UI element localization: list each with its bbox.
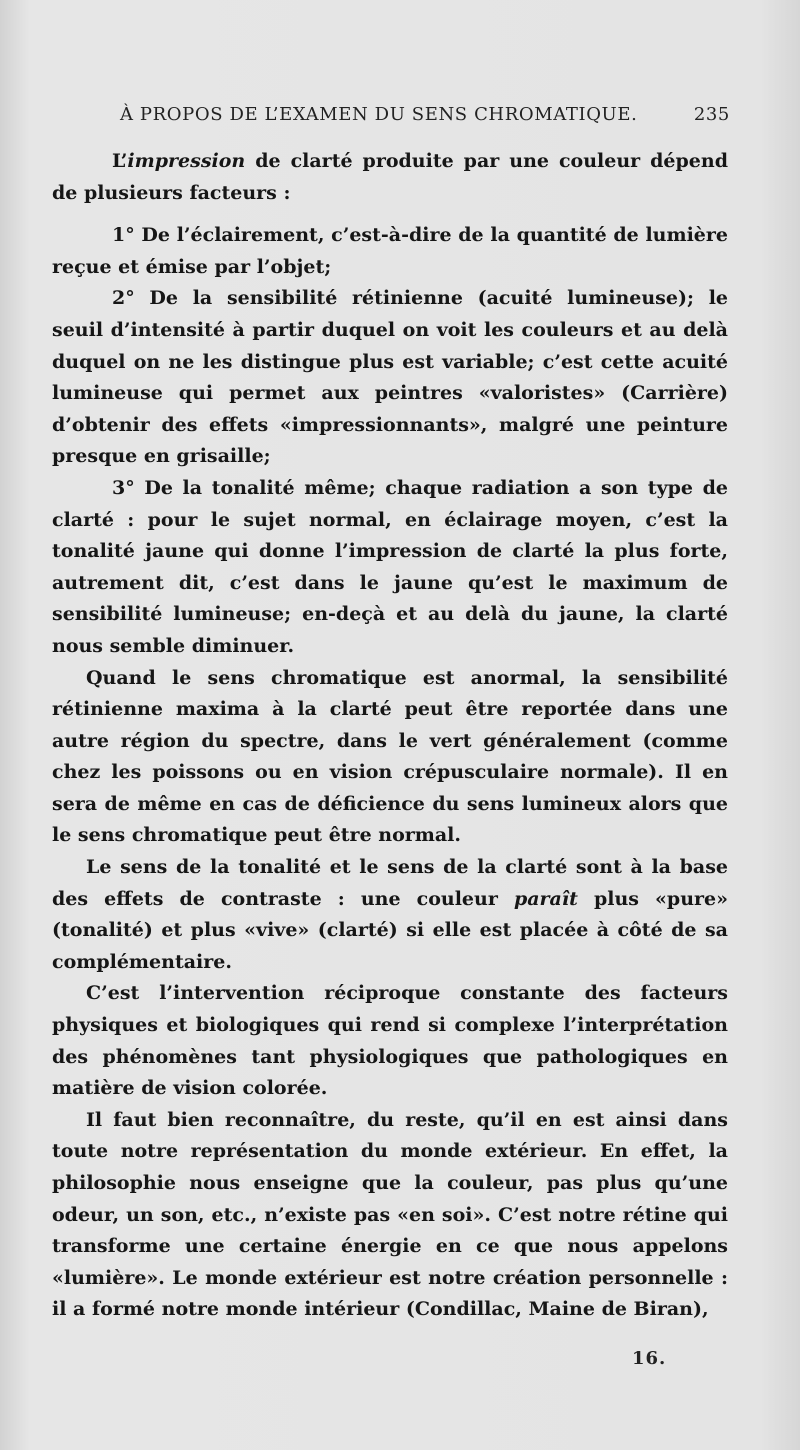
text-run: Quand le sens chromatique est anormal, la sensibilité rétinienne maxima à la clarté peut être reportée dans une autre région du spectre, dans le vert généralement (comme chez les poissons ou en vision crépusculaire normale). Il en sera de même en cas de déficience du sens lumineux alors que le sens chromatique peut être normal. bbox=[52, 666, 728, 847]
paragraph-representation bbox=[52, 1105, 728, 1326]
text-run: 2° De la sensibilité rétinienne (acuité lumineuse); le seuil d’intensité à partir duquel on voit les couleurs et au delà duquel on ne les distingue plus est variable; c’est cette acuité lumineuse qui permet aux peintres «valoristes» (Carrière) d’obtenir des effets «impressionnants», malgré une peinture presque en grisaille; bbox=[52, 287, 728, 468]
paragraph-factor-2 bbox=[52, 283, 728, 473]
text-run: L’ bbox=[112, 150, 128, 172]
body-text bbox=[52, 146, 728, 1326]
running-header bbox=[120, 104, 730, 125]
text-run: Le sens de la tonalité et le sens de la clarté sont à la base des effets de contraste : une couleur bbox=[52, 856, 728, 910]
paragraph-anormal bbox=[52, 663, 728, 853]
text-run: Il faut bien reconnaître, du reste, qu’il en est ainsi dans toute notre représentation du monde extérieur. En effet, la philosophie nous enseigne que la couleur, pas plus qu’une odeur, un son, etc., n’existe pas «en soi». C’est notre rétine qui transforme une certaine énergie en ce que nous appelons «lumière». Le monde extérieur est notre création personnelle : il a formé notre monde intérieur (Condillac, Maine de Biran), bbox=[52, 1108, 728, 1321]
paragraph-intervention bbox=[52, 978, 728, 1104]
text-run: plus «pure» (tonalité) et plus «vive» (clarté) si elle est placée à côté de sa complémentaire. bbox=[52, 887, 728, 973]
text-run: de clarté produite par une couleur dépend de plusieurs facteurs : bbox=[52, 150, 728, 204]
paragraph-impression bbox=[52, 146, 728, 209]
italic-run: impression bbox=[127, 150, 246, 172]
text-run: 3° De la tonalité même; chaque radiation a son type de clarté : pour le sujet normal, en éclairage moyen, c’est la tonalité jaune qui donne l’impression de clarté la plus forte, autrement dit, c’est dans le jaune qu’est le maximum de sensibilité lumineuse; en-deçà et au delà du jaune, la clarté nous semble diminuer. bbox=[52, 476, 728, 657]
paragraph-contraste bbox=[52, 852, 728, 978]
paragraph-factor-1 bbox=[52, 220, 728, 283]
text-run: 1° De l’éclairement, c’est-à-dire de la quantité de lumière reçue et émise par l’objet; bbox=[52, 224, 728, 278]
page-number: 235 bbox=[693, 104, 730, 125]
text-run: C’est l’intervention réciproque constante des facteurs physiques et biologiques qui rend si complexe l’interprétation des phénomènes tant physiologiques que pathologiques en matière de vision colorée. bbox=[52, 982, 728, 1100]
running-title: À PROPOS DE L’EXAMEN DU SENS CHROMATIQUE. bbox=[120, 104, 638, 125]
signature-mark: 16. bbox=[632, 1348, 667, 1369]
paragraph-factor-3 bbox=[52, 473, 728, 663]
italic-run: paraît bbox=[513, 887, 578, 910]
